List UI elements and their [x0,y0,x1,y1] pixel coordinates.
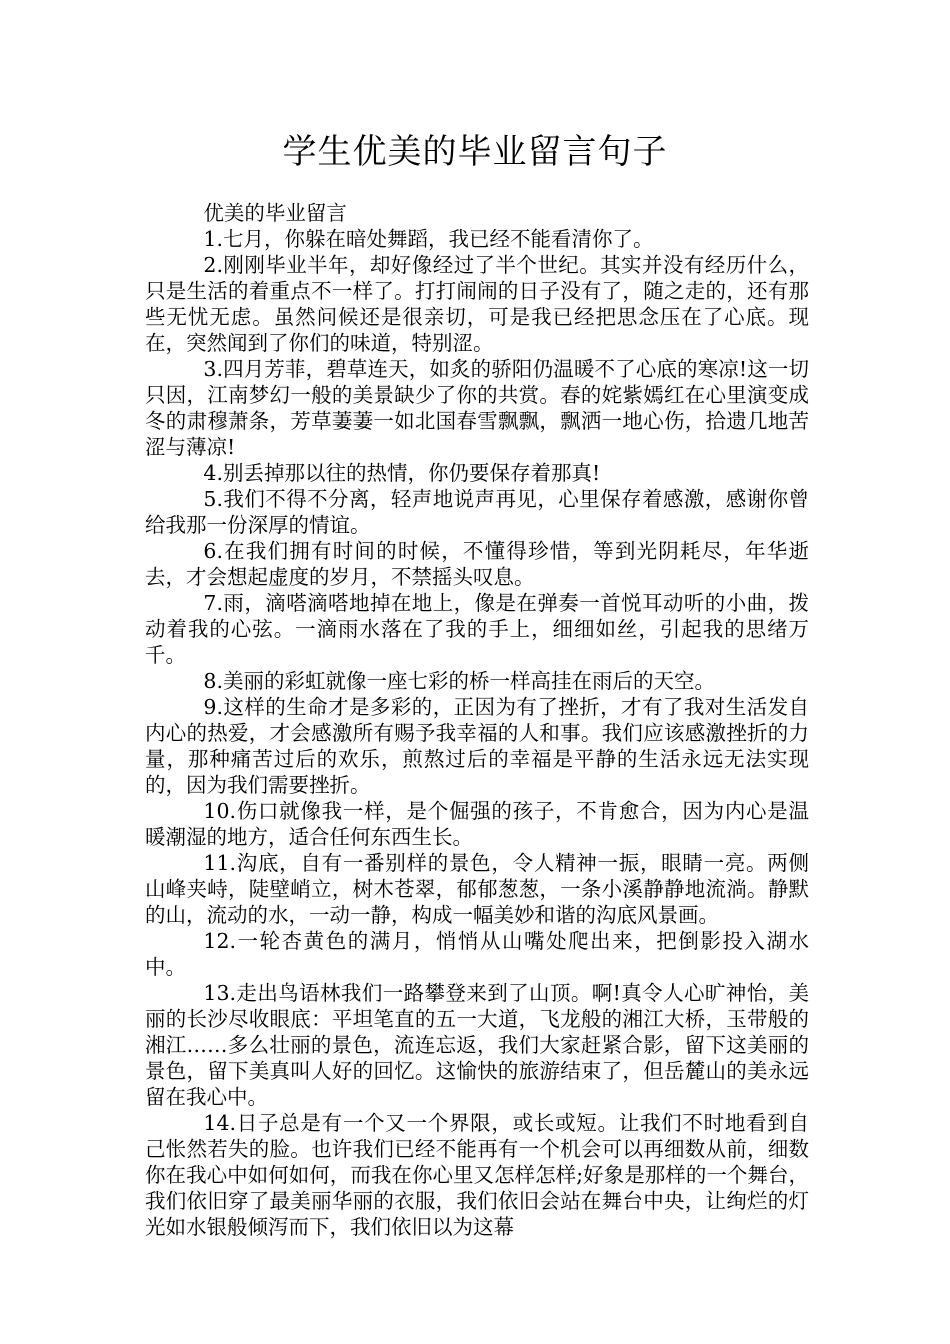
paragraph-4: 4.别丢掉那以往的热情，你仍要保存着那真! [203,461,601,485]
paragraph-10: 10.伤口就像我一样，是个倔强的孩子，不肯愈合，因为内心是温暖潮湿的地方，适合任何东西生长。 [145,799,809,849]
section-heading: 优美的毕业留言 [203,201,347,225]
paragraph-11: 11.沟底，自有一番别样的景色，令人精神一振，眼睛一亮。两侧山峰夹峙，陡壁峭立，树木苍翠，郁郁葱葱，一条小溪静静地流淌。静默的山，流动的水，一动一静，构成一幅美妙和谐的沟底风景画。 [145,851,809,927]
paragraph-13: 13.走出鸟语林我们一路攀登来到了山顶。啊!真令人心旷神怡，美丽的长沙尽收眼底：平坦笔直的五一大道，飞龙般的湘江大桥，玉带般的湘江……多么壮丽的景色，流连忘返，我们大家赶紧合影，留下这美丽的景色，留下美真叫人好的回忆。这愉快的旅游结束了，但岳麓山的美永远留在我心中。 [145,981,809,1109]
paragraph-14: 14.日子总是有一个又一个界限，或长或短。让我们不时地看到自己怅然若失的脸。也许我们已经不能再有一个机会可以再细数从前，细数你在我心中如何如何，而我在你心里又怎样怎样;好象是那样的一个舞台，我们依旧穿了最美丽华丽的衣服，我们依旧会站在舞台中央，让绚烂的灯光如水银般倾泻而下，我们依旧以为这幕 [145,1111,809,1239]
paragraph-12: 12.一轮杏黄色的满月，悄悄从山嘴处爬出来，把倒影投入湖水中。 [145,929,809,979]
paragraph-2: 2.刚刚毕业半年，却好像经过了半个世纪。其实并没有经历什么，只是生活的着重点不一样了。打打闹闹的日子没有了，随之走的，还有那些无忧无虑。虽然问候还是很亲切，可是我已经把思念压在了心底。现在，突然闻到了你们的味道，特别涩。 [145,253,809,355]
paragraph-8: 8.美丽的彩虹就像一座七彩的桥一样高挂在雨后的天空。 [203,669,715,693]
paragraph-9: 9.这样的生命才是多彩的，正因为有了挫折，才有了我对生活发自内心的热爱，才会感激所有赐予我幸福的人和事。我们应该感激挫折的力量，那种痛苦过后的欢乐，煎熬过后的幸福是平静的生活永远无法实现的，因为我们需要挫折。 [145,695,809,797]
paragraph-6: 6.在我们拥有时间的时候，不懂得珍惜，等到光阴耗尽，年华逝去，才会想起虚度的岁月，不禁摇头叹息。 [145,539,809,589]
paragraph-5: 5.我们不得不分离，轻声地说声再见，心里保存着感激，感谢你曾给我那一份深厚的情谊。 [145,487,809,537]
paragraph-3: 3.四月芳菲，碧草连天，如炙的骄阳仍温暖不了心底的寒凉!这一切只因，江南梦幻一般的美景缺少了你的共赏。春的姹紫嫣红在心里演变成冬的肃穆萧条，芳草萋萋一如北国春雪飘飘，飘洒一地心伤，拾遗几地苦涩与薄凉! [145,357,809,459]
document-title: 学生优美的毕业留言句子 [282,132,668,172]
paragraph-1: 1.七月，你躲在暗处舞蹈，我已经不能看清你了。 [203,227,654,251]
paragraph-7: 7.雨，滴嗒滴嗒地掉在地上，像是在弹奏一首悦耳动听的小曲，拨动着我的心弦。一滴雨水落在了我的手上，细细如丝，引起我的思绪万千。 [145,591,809,667]
document-body [145,200,809,1240]
